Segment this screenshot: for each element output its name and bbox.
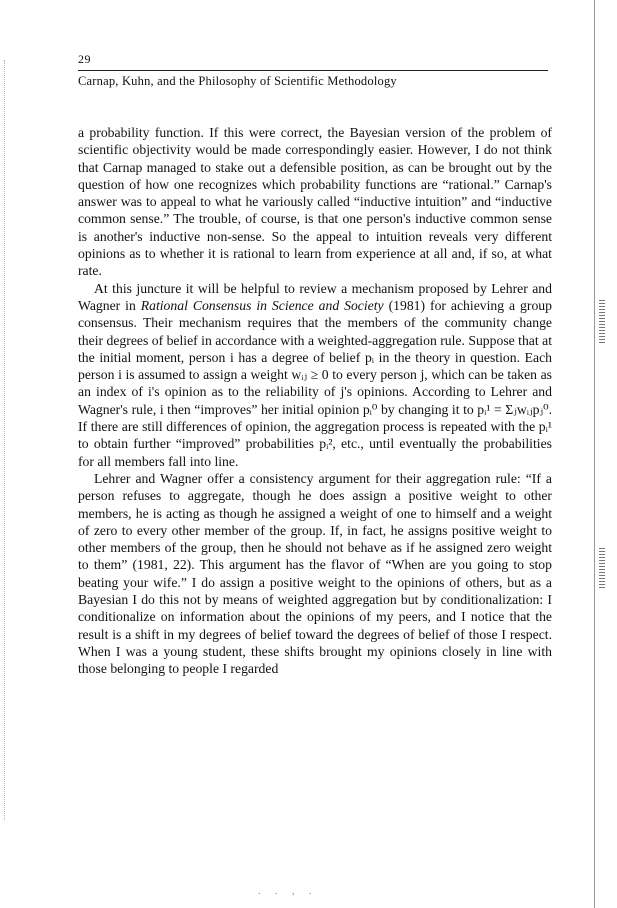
scan-left-edge [4, 60, 6, 820]
paragraph [78, 280, 552, 470]
body-text [78, 124, 552, 678]
page-number: 29 [78, 52, 91, 66]
paragraph: a probability function. If this were correct, the Bayesian version of the problem of scientific objectivity would be made correspondingly easier. However, I do not think that Carnap managed to stake out a defensible position, as can be brought out by the question of how one recognizes which probability functions are “rational.” Carnap's answer was to appeal to what he variously called “inductive intuition” and “inductive common sense.” The trouble, of course, is that one person's inductive common sense is another's inductive non-sense. So the appeal to intuition reveals very different opinions as to whether it is rational to learn from experience at all and, if so, at what rate. [78, 125, 552, 279]
paragraph: Lehrer and Wagner offer a consistency argument for their aggregation rule: “If a person refuses to aggregate, though he does assign a positive weight to other members, he is acting as though he assigned a weight of one to himself and a weight of zero to every other member of the group. If, in fact, he assigns positive weight to other members of the group, then he should not behave as if he assigned zero weight to them” (1981, 22). This argument has the flavor of “When are you going to stop beating your wife.” I do assign a positive weight to the opinions of others, but as a Bayesian I do this not by means of weighted aggregation but by conditionalization: I conditionalize on information about the opinions of my peers, and I notice that the result is a shift in my degrees of belief toward the degrees of belief of those I respect. When I was a young student, these shifts brought my opinions closely in line with those belonging to people I regarded [78, 470, 552, 677]
paragraph-text: At this juncture it will be helpful to review a mechanism proposed by Lehrer and Wagner in [78, 280, 552, 313]
book-title: Rational Consensus in Science and Society [140, 297, 384, 313]
scan-specks: . . , . [258, 886, 318, 897]
scan-edge-mark [599, 548, 605, 588]
scan-edge-mark [599, 300, 605, 344]
running-head: Carnap, Kuhn, and the Philosophy of Scientific Methodology [78, 70, 548, 89]
scan-right-edge [594, 0, 595, 908]
paragraph-text: (1981) for achieving a group consensus. Their mechanism requires that the members of the community change their degrees of belief in accordance with a weighted-aggregation rule. Suppose that at the initial moment, person i has a degree of belief pᵢ in the theory in question. Each person i is assumed to assign a weight wᵢⱼ ≥ 0 to every person j, which can be taken as an index of i's opinion as to the reliability of j's opinions. According to Lehrer and Wagner's rule, i then “improves” her initial opinion pᵢ⁰ by changing it to pᵢ¹ = Σⱼwᵢⱼpⱼ⁰. If there are still differences of opinion, the aggregation process is repeated with the pᵢ¹ to obtain further “improved” probabilities pᵢ², etc., until eventually the probabilities for all members fall into line. [78, 297, 552, 469]
